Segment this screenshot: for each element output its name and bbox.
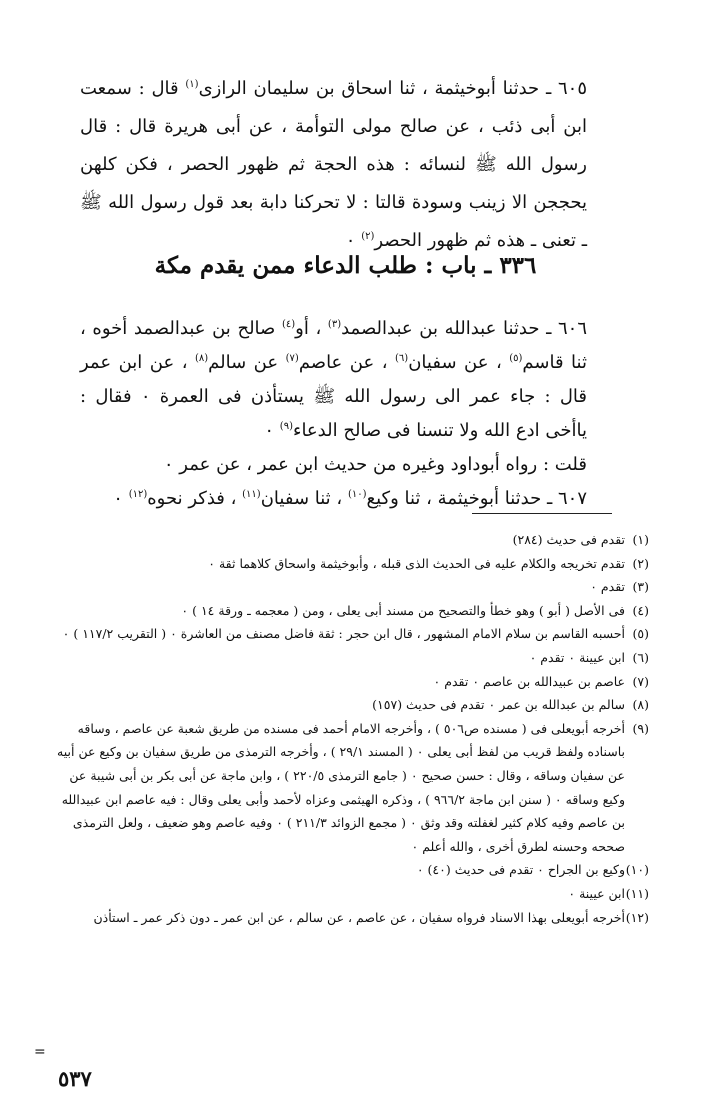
footnote-number: (٢) [632,555,649,571]
footnote-6 [52,646,649,670]
footnote-number: (٨) [632,697,649,713]
hadith-605-end: ٠ [345,230,362,251]
footnote-text: فى الأصل ( أبو ) وهو خطأ والتصحيح من مسند أبى يعلى ، ومن ( معجمه ـ ورقة ١٤ ) ٠ [181,602,625,618]
footnote-number: (١١) [625,885,649,901]
comment-paragraph: قلت : رواه أبوداود وغيره من حديث ابن عمر ، عن عمر ٠ [163,454,587,475]
footnote-ref-6[interactable]: (٦) [395,353,409,364]
footnote-11 [52,882,649,906]
hadith-606-text: ٦٠٦ ـ حدثنا عبدالله بن عبدالصمد [341,318,587,339]
footnote-10 [52,858,649,882]
footnote-5 [52,622,649,646]
footnote-number: (٧) [632,673,649,689]
footnote-number: (١) [632,532,649,547]
footnote-9 [52,717,649,859]
footnote-text: أخرجه أبويعلى بهذا الاسناد فرواه سفيان ، عن عاصم ، عن سالم ، عن ابن عمر ـ دون ذكر عمر ـ استأذن [93,909,625,925]
footnote-text: أخرجه أبويعلى فى ( مسنده ص٥٠٦ ) ، وأخرجه الامام أحمد فى مسنده من طريق شعبة عن عاصم ، وساقه باسناده ولفظ قريب من لفظ أبى يعلى ٠ ( المسند ٢٩/١ ) ، وأخرجه الترمذى من طريق سفيان بن وكيع عن أبيه عن سفيان وساقه ، وقال : حسن صحيح ٠ ( جامع الترمذى ٢٢٠/٥ ) ، وابن ماجة عن أبى بكر بن أبى شيبة عن وكيع وساقه ٠ ( سنن ابن ماجة ٩٦٦/٢ ) ، وذكره الهيثمى وعزاه لأحمد وأبى يعلى وقال : فيه عاصم ابن عبيدالله بن عاصم وفيه كلام كثير لغفلته وقد وثق ٠ ( مجمع الزوائد ٢١١/٣ ) ٠ وفيه عاصم وهو ضعيف ، ولعل الترمذى صححه وحسنه لطرق أخرى ، والله أعلم ٠ [57,720,625,854]
footnote-4 [52,599,649,623]
footnote-2 [52,552,649,576]
hadith-607-text-b: ، ثنا سفيان [260,488,348,509]
footnote-ref-4[interactable]: (٤) [281,319,296,330]
hadith-606-text-e: ، عن عاصم [298,352,396,373]
hadith-606-end: ٠ [264,420,280,441]
hadith-605-paragraph [80,70,611,260]
footnote-text: ابن عيينة ٠ [568,885,625,901]
hadith-606-text-g: ، عن ابن عمر قال : جاء عمر الى رسول الله ﷺ يستأذن فى العمرة ٠ فقال : ياأخى ادع الله ولا تنسنا فى صالح الدعاء [80,352,587,441]
footnote-ref-1[interactable]: (١) [185,79,199,90]
footnote-text: تقدم تخريجه والكلام عليه فى الحديث الذى قبله ، وأبوخيثمة واسحاق كلاهما ثقة ٠ [208,555,625,571]
footnote-text: وكيع بن الجراح ٠ تقدم فى حديث (٤٠) ٠ [416,862,625,878]
footnote-ref-10[interactable]: (١٠) [347,489,367,500]
footnote-number: (٩) [632,720,649,736]
footnotes-section [52,528,649,929]
footnote-ref-12[interactable]: (١٢) [128,489,148,500]
footnote-text: تقدم ٠ [590,579,625,595]
footnote-ref-7[interactable]: (٧) [285,353,299,364]
footnote-ref-9[interactable]: (٩) [279,421,293,432]
footnote-separator [472,513,612,514]
footnote-3 [52,575,649,599]
footnote-8 [52,693,649,717]
hadith-606-text-f: عن سالم [208,352,286,373]
hadith-607-paragraph [80,482,611,516]
footnote-text: ابن عيينة ٠ تقدم ٠ [529,649,625,665]
footnote-number: (٣) [632,579,649,595]
hadith-606-text-c: صالح بن عبدالصمد أخوه ، ثنا قاسم [80,318,587,373]
hadith-606-607 [80,312,611,516]
footnote-number: (٥) [632,626,649,642]
footnote-text: عاصم بن عبيدالله بن عاصم ٠ تقدم ٠ [433,673,625,689]
footnote-number: (١٢) [625,909,649,925]
footnote-1 [52,528,649,552]
footnote-number: (١٠) [625,862,649,878]
footnote-text: تقدم فى حديث (٢٨٤) [512,532,625,547]
hadith-606-paragraph [80,312,611,448]
hadith-605-text-cont: قال : سمعت ابن أبى ذئب ، عن صالح مولى التوأمة ، عن أبى هريرة قال : قال رسول الله ﷺ لنسائه : هذه الحجة ثم ظهور الحصر ، فكن كلهن يحججن الا زينب وسودة قالتا : لا تحركنا دابة بعد قول رسول الله ﷺ ـ تعنى ـ هذه ثم ظهور الحصر [80,78,587,251]
footnote-ref-11[interactable]: (١١) [242,489,261,500]
footnote-ref-3[interactable]: (٣) [327,319,342,330]
footnote-12 [52,906,649,930]
footnote-7 [52,670,649,694]
hadith-607-text-c: ، فذكر نحوه [147,488,243,509]
hadith-607-text: ٦٠٧ ـ حدثنا أبوخيثمة ، ثنا وكيع [366,488,587,509]
chapter-heading: ٣٣٦ ـ باب : طلب الدعاء ممن يقدم مكة [154,252,537,279]
footnote-ref-2[interactable]: (٢) [361,231,375,242]
footnote-ref-5[interactable]: (٥) [509,353,523,364]
footnote-number: (٤) [632,602,649,618]
footnote-text: سالم بن عبدالله بن عمر ٠ تقدم فى حديث (١٥٧) [372,697,625,713]
footnote-number: (٦) [632,649,649,665]
footnote-ref-8[interactable]: (٨) [194,353,209,364]
hadith-606-text-d: ، عن سفيان [408,352,510,373]
hadith-605 [80,70,611,260]
hadith-606-text-b: ، أو [295,318,328,339]
footnote-text: أحسبه القاسم بن سلام الامام المشهور ، قال ابن حجر : ثقة فاضل مصنف من العاشرة ٠ ( التقريب ١١٧/٢ ) ٠ [62,626,625,642]
page-number: ٥٣٧ [58,1066,92,1091]
continuation-mark: = [34,1044,46,1060]
hadith-605-text: ٦٠٥ ـ حدثنا أبوخيثمة ، ثنا اسحاق بن سليمان الرازى [198,78,587,99]
hadith-607-end: ٠ [113,488,129,509]
